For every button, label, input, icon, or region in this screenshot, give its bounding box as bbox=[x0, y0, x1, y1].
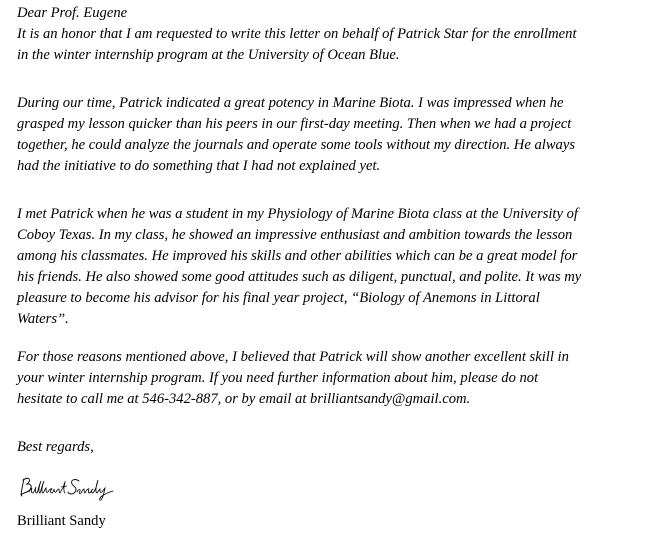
paragraph-line: During our time, Patrick indicated a great potency in Marine Biota. I was impressed when he bbox=[17, 95, 564, 111]
closing: Best regards, bbox=[17, 439, 94, 455]
paragraph-line: his friends. He also showed some good attitudes such as diligent, punctual, and polite. It was my bbox=[17, 269, 582, 285]
handwritten-signature bbox=[17, 474, 117, 502]
paragraph-line: Waters”. bbox=[17, 311, 69, 327]
paragraph-line: had the initiative to do something that I had not explained yet. bbox=[17, 158, 381, 174]
signer-name: Brilliant Sandy bbox=[17, 513, 106, 529]
paragraph-recommendation bbox=[17, 347, 569, 410]
paragraph-line: in the winter internship program at the University of Ocean Blue. bbox=[17, 47, 400, 63]
paragraph-line: among his classmates. He improved his skills and other abilities which can be a great model for bbox=[17, 248, 578, 264]
paragraph-line: Coboy Texas. In my class, he showed an impressive enthusiast and ambition towards the lesson bbox=[17, 227, 573, 243]
paragraph-background bbox=[17, 204, 581, 330]
paragraph-line: For those reasons mentioned above, I believed that Patrick will show another excellent skill in bbox=[17, 349, 569, 365]
paragraph-potency bbox=[17, 93, 575, 177]
paragraph-line: I met Patrick when he was a student in my Physiology of Marine Biota class at the University of bbox=[17, 206, 578, 222]
paragraph-line: grasped my lesson quicker than his peers in our first-day meeting. Then when we had a project bbox=[17, 116, 572, 132]
salutation: Dear Prof. Eugene bbox=[17, 5, 128, 21]
paragraph-line: It is an honor that I am requested to write this letter on behalf of Patrick Star for the enrollment bbox=[17, 26, 577, 42]
paragraph-intro bbox=[17, 24, 577, 66]
paragraph-line: together, he could analyze the journals and operate some tools without my direction. He always bbox=[17, 137, 576, 153]
paragraph-line: hesitate to call me at 546-342-887, or by email at brilliantsandy@gmail.com. bbox=[17, 391, 471, 407]
paragraph-line: pleasure to become his advisor for his final year project, “Biology of Anemons in Littoral bbox=[17, 290, 540, 306]
paragraph-line: your winter internship program. If you need further information about him, please do not bbox=[17, 370, 539, 386]
